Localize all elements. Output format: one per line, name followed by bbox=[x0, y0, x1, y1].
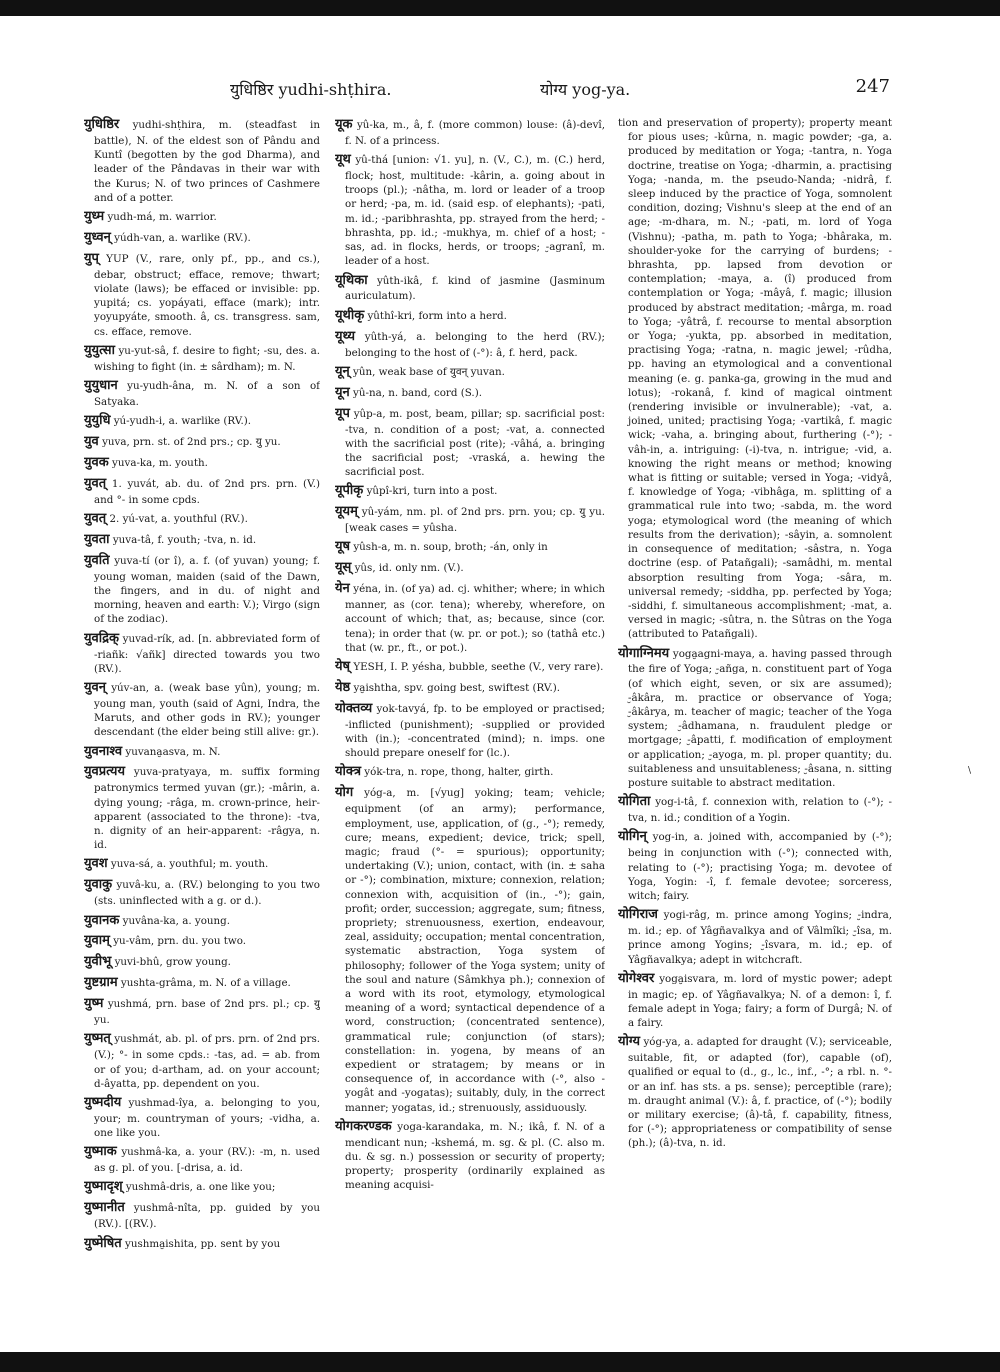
dictionary-entry bbox=[335, 580, 605, 655]
headword: योक्त्र bbox=[335, 764, 362, 780]
headword: यूपीकृ bbox=[335, 483, 364, 499]
headword: युवति bbox=[84, 552, 110, 568]
entry-text: yuva-tí (or î), a. f. (of yuvan) young; f. young woman, maiden (said of the Dawn, the fingers, and in du. of night and morning, heaven and earth: V.); Virgo (sign of the zodiac). bbox=[94, 554, 320, 626]
dictionary-entry bbox=[335, 482, 605, 500]
entry-text: yushmâ-ka, a. your (RV.): -m, n. used as g. pl. of you. [-drisa, a. id. bbox=[94, 1146, 320, 1175]
dictionary-entry bbox=[84, 763, 320, 852]
entry-text: yuva-ka, m. youth. bbox=[112, 456, 208, 469]
entry-text: yuvad-rík, ad. [n. abbreviated form of -riañk: √añk] directed towards you two (RV.). bbox=[94, 632, 320, 675]
headword: युष्मेषित bbox=[84, 1235, 122, 1251]
dictionary-entry bbox=[84, 953, 320, 971]
entry-text: yóg-ya, a. adapted for draught (V.); serviceable, suitable, fit, or adapted (for), capable (of), qualified or equal to (d., g., lc., inf., -°; a rbl. n. °- or an inf. has sts. a ps. sense); perceptible (rare); m. draught animal (V.): â, f. practice, of (-°); bodily or military exercise; (â)-tâ, f. capability, fitness, for (-°); appropriateness or compatibility of sense (ph.); (â)-tva, n. id. bbox=[628, 1036, 892, 1150]
entry-text: yûsh-a, m. n. soup, broth; -án, only in bbox=[353, 541, 548, 554]
entry-text: yuva-tâ, f. youth; -tva, n. id. bbox=[112, 533, 257, 546]
dictionary-entry bbox=[335, 405, 605, 480]
headword: युष्माक bbox=[84, 1144, 117, 1160]
headword: युवत् bbox=[84, 475, 107, 491]
dictionary-entry bbox=[84, 679, 320, 740]
page-header bbox=[100, 76, 890, 106]
dictionary-entry bbox=[335, 700, 605, 761]
headword: योगिराज bbox=[618, 907, 658, 923]
headword: युध्वन् bbox=[84, 229, 111, 245]
headword: युयुधि bbox=[84, 413, 111, 429]
entry-text: yóg-a, m. [√yug] yoking; team; vehicle; equipment (of an army); performance, employment, use, application, of (g., -°); remedy, cure; means, expedient; device, trick; spell, magic; fraud (°- = spurious); opportunity; undertaking (V.); union, contact, with (in. ± saha or -°); combination, mixture; connexion, relation; connexion with, acquisition of (in., -°); gain, profit; order, succession; aggregate, sum; fitness, propriety; strenuousness, exertion, endeavour, zeal, assiduity; occupation; mental concentration, systematic abstraction, Yoga system of philosophy; follower of the Yoga system; unity of the soul and nature (Sâmkhya ph.); connexion of a word with its root, etymology, etymological meaning of a word; syntactical dependence of a word, construction; (concentrated sentence), grammatical rule; conjunction (of stars); constellation: in. yogena, by means of an expedient or stratagem; by means or in consequence of, in accordance with (-°, also -yogât and -yogatas); suitably, duly, in the correct manner; yogatas, id.; strenuously, assiduously. bbox=[345, 787, 605, 1114]
headword: योगकरण्डक bbox=[335, 1118, 392, 1134]
entry-text: yuvi-bhû, grow young. bbox=[114, 956, 231, 969]
dictionary-entry bbox=[335, 1118, 605, 1193]
dictionary-entry bbox=[335, 538, 605, 556]
scan-top-border bbox=[0, 0, 1000, 16]
headword: युवाम् bbox=[84, 933, 110, 949]
headword: यून bbox=[335, 384, 350, 400]
dictionary-entry bbox=[335, 503, 605, 535]
headword: युष्टग्राम bbox=[84, 975, 118, 991]
entry-text: yushmá, prn. base of 2nd prs. pl.; cp. यु yu. bbox=[94, 998, 320, 1027]
headword: यूक bbox=[335, 117, 353, 132]
headword: युवक bbox=[84, 454, 109, 470]
headword: युव bbox=[84, 434, 99, 449]
entry-text: yu-yudh-âna, m. N. of a son of Satyaka. bbox=[94, 379, 320, 408]
headword: यूप bbox=[335, 405, 350, 421]
dictionary-entry bbox=[335, 784, 605, 1114]
entry-text: yû-na, n. band, cord (S.). bbox=[353, 386, 482, 399]
dictionary-entry bbox=[84, 475, 320, 507]
entry-text: YESH, I. P. yésha, bubble, seethe (V., very rare). bbox=[353, 661, 604, 674]
running-head-right: योग्य yog-ya. bbox=[540, 80, 631, 99]
dictionary-entry bbox=[84, 433, 320, 451]
dictionary-entry bbox=[84, 412, 320, 430]
dictionary-entry bbox=[335, 384, 605, 402]
headword: यूथ bbox=[335, 152, 351, 168]
entry-text: yudhi-shṭhira, m. (steadfast in battle), N. of the eldest son of Pându and Kuntî (begotten by the god Dharma), and leader of the Pândavas in their war with the Kurus; N. of two princes of Cashmere and of a potter. bbox=[94, 119, 320, 204]
entry-text: yushmát, ab. pl. of prs. prn. of 2nd prs. (V.); °- in some cpds.: -tas, ad. = ab. from or of you; d-artham, ad. on your account; d-âyatta, pp. dependent on you. bbox=[94, 1033, 320, 1090]
dictionary-entry bbox=[84, 229, 320, 247]
dictionary-entry bbox=[618, 645, 892, 791]
entry-text: yu-yut-sâ, f. desire to fight; -su, des. a. wishing to fight (in. ± sârdham); m. N. bbox=[94, 344, 320, 373]
headword: येष्ठ bbox=[335, 679, 351, 695]
headword: युवानक bbox=[84, 912, 120, 928]
entry-text: yû-yám, nm. pl. of 2nd prs. prn. you; cp. यु yu. [weak cases = yûsha. bbox=[345, 506, 605, 535]
entry-text: yogi-râg, m. prince among Yogins; -̮indra, m. id.; ep. of Yâgñavalkya and of Vâlmîki; -̮îsa, m. prince among Yogins; -̮îsvara, m. id.; ep. of Yâgñavalkya; adept in witchcraft. bbox=[628, 909, 892, 966]
entry-text: yû-ka, m., â, f. (more common) louse: (â)-devî, f. N. of a princess. bbox=[345, 119, 605, 147]
dictionary-entry bbox=[618, 793, 892, 825]
headword: युवाकु bbox=[84, 877, 113, 893]
headword: योगिता bbox=[618, 794, 651, 810]
dictionary-entry bbox=[335, 363, 605, 381]
headword: युवनाश्व bbox=[84, 743, 123, 759]
entry-text: yog-i-tâ, f. connexion with, relation to (-°); -tva, n. id.; condition of a Yogin. bbox=[628, 796, 892, 825]
dictionary-entry bbox=[84, 531, 320, 549]
dictionary-entry bbox=[84, 974, 320, 992]
dictionary-column-2 bbox=[335, 116, 605, 1338]
headword: युवत् bbox=[84, 511, 107, 527]
headword: युष्मादृश् bbox=[84, 1179, 123, 1195]
entry-text: yu-vâm, prn. du. you two. bbox=[113, 935, 247, 948]
dictionary-entry bbox=[335, 658, 605, 676]
dictionary-entry bbox=[335, 559, 605, 577]
entry-text: yushmad-îya, a. belonging to you, your; m. countryman of yours; -vidha, a. one like you. bbox=[94, 1096, 320, 1140]
dictionary-entry bbox=[618, 116, 892, 642]
entry-text: yoga̮agni-maya, a. having passed through the fire of Yoga; -̮añga, n. constituent part of Yoga (of which eight, seven, or six are assumed); -̮âkâra, m. practice or observance of Yoga; -̮âkârya, m. teacher of magic; teacher of the Yoga system; -̮âdhamana, n. fraudulent pledge or mortgage; -̮âpatti, f. modification of employment or application; -̮ayoga, m. pl. proper quantity; du. suitableness and unsuitableness; -̮âsana, n. sitting posture suitable to abstract meditation. bbox=[628, 647, 892, 790]
headword: यूथीकृ bbox=[335, 307, 365, 323]
headword: यूथिका bbox=[335, 272, 368, 288]
dictionary-entry bbox=[84, 377, 320, 409]
entry-text: yûth-ikâ, f. kind of jasmine (Jasminum auriculatum). bbox=[345, 274, 605, 303]
dictionary-entry bbox=[84, 342, 320, 374]
dictionary-entry bbox=[335, 679, 605, 697]
entry-text: yûn, weak base of युवन् yuvan. bbox=[353, 365, 505, 378]
dictionary-entry bbox=[84, 1094, 320, 1140]
headword: योग bbox=[335, 785, 354, 801]
headword: युष्म bbox=[84, 996, 104, 1012]
dictionary-entry bbox=[84, 1235, 320, 1253]
headword: योक्तव्य bbox=[335, 700, 373, 716]
dictionary-entry bbox=[335, 307, 605, 325]
headword: युवीभू bbox=[84, 954, 112, 970]
headword: युवद्रिक् bbox=[84, 630, 120, 646]
headword: युवता bbox=[84, 531, 110, 547]
headword: योग्य bbox=[618, 1034, 641, 1050]
entry-text: yûthî-kri, form into a herd. bbox=[367, 309, 507, 322]
entry-text: yuva-pratyaya, m. suffix forming patronymics termed yuvan (gr.); -mârin, a. dying young; -râga, m. crown-prince, heir-apparent (associated to the throne): -tva, n. dignity of an heir-apparent: -râgya, n. id. bbox=[94, 766, 320, 852]
dictionary-entry bbox=[335, 328, 605, 360]
headword: युध्म bbox=[84, 208, 105, 224]
dictionary-entry bbox=[84, 876, 320, 908]
dictionary-entry bbox=[84, 995, 320, 1027]
entry-text: yéna, in. (of ya) ad. cj. whither; where; in which manner, as (cor. tena); whereby, wherefore, on account of which; that, as; because, since (cor. tena); in order that (w. pr. or pot.); so (tathâ etc.) that (w. pr., ft., or pot.). bbox=[345, 583, 605, 654]
entry-text: yuvana̮asva, m. N. bbox=[125, 745, 221, 758]
entry-text: yuvâna-ka, a. young. bbox=[122, 914, 231, 927]
dictionary-entry bbox=[335, 151, 605, 268]
scan-bottom-border bbox=[0, 1352, 1000, 1372]
entry-text: 1. yuvát, ab. du. of 2nd prs. prn. (V.) and °- in some cpds. bbox=[94, 477, 320, 506]
entry-text: yushta-grâma, m. N. of a village. bbox=[120, 977, 291, 990]
entry-text: yúdh-van, a. warlike (RV.). bbox=[114, 231, 251, 244]
dictionary-entry bbox=[84, 116, 320, 205]
dictionary-entry bbox=[84, 208, 320, 226]
dictionary-entry bbox=[84, 743, 320, 761]
dictionary-entry bbox=[618, 906, 892, 967]
entry-text: yoga-karandaka, m. N.; ikâ, f. N. of a mendicant nun; -kshemá, m. sg. & pl. (C. also m. du. & sg. n.) possession or security of property; property; prosperity (ordinarily explained as meaning acquisi- bbox=[345, 1120, 605, 1192]
dictionary-entry bbox=[335, 116, 605, 148]
dictionary-entry bbox=[84, 912, 320, 930]
headword: योगाग्निमय bbox=[618, 645, 670, 661]
entry-text: yuva-sá, a. youthful; m. youth. bbox=[110, 858, 269, 871]
margin-mark: \ bbox=[968, 766, 972, 776]
dictionary-entry bbox=[84, 250, 320, 339]
running-head-left: युधिष्ठिर yudhi-shṭhira. bbox=[230, 80, 392, 99]
headword: युधिष्ठिर bbox=[84, 117, 120, 132]
headword: यून् bbox=[335, 363, 350, 379]
dictionary-entry bbox=[84, 1030, 320, 1091]
dictionary-entry bbox=[618, 970, 892, 1031]
dictionary-entry bbox=[84, 1143, 320, 1175]
headword: योगिन् bbox=[618, 829, 647, 845]
dictionary-entry bbox=[84, 552, 320, 627]
dictionary-entry bbox=[84, 1199, 320, 1231]
entry-text: yok-tavyá, fp. to be employed or practised; -inflicted (punishment); -supplied or provided with (in.); -concentrated (mind); n. imps. one should prepare oneself for (lc.). bbox=[345, 702, 605, 760]
dictionary-entry bbox=[84, 510, 320, 528]
dictionary-entry bbox=[618, 1033, 892, 1150]
dictionary-entry bbox=[84, 932, 320, 950]
headword: यूष bbox=[335, 539, 351, 555]
headword: युष्मत् bbox=[84, 1031, 111, 1047]
dictionary-entry bbox=[84, 630, 320, 676]
headword: येन bbox=[335, 581, 350, 597]
entry-text: yuva, prn. st. of 2nd prs.; cp. यु yu. bbox=[102, 436, 281, 448]
headword: युष्मदीय bbox=[84, 1094, 122, 1110]
entry-text: yû-thá [union: √1. yu], n. (V., C.), m. (C.) herd, flock; host, multitude: -kârin, a. going about in troops (pl.); -nâtha, m. lord or leader of a troop or herd; -pa, m. id. (said esp. of elephants); -pati, m. id.; -paribhrashta, pp. strayed from the herd; -bhrashta, pp. id.; -mukhya, m. chief of a host; -sas, ad. in flocks, herds, or troops; -̮agranî, m. leader of a host. bbox=[345, 154, 605, 268]
dictionary-column-1 bbox=[84, 116, 320, 1338]
entry-text: tion and preservation of property); property meant for pious uses; -kûrna, n. magic powder; -ga, a. produced by meditation or Yoga; -tantra, n. Yoga doctrine, treatise on Yoga; -dharmin, a. practising Yoga; -nanda, m. the pseudo-Nanda; -nidrâ, f. sleep induced by the practice of Yoga, somnolent condition, dozing; Vishnu's sleep at the end of an age; -m-dhara, m. N.; -pati, m. lord of Yoga (Vishnu); -patha, m. path to Yoga; -bhâraka, m. shoulder-yoke for the carrying of burdens; -bhrashta, pp. lapsed from devotion or contemplation; -maya, a. (î) produced from contemplation or Yoga; -mâyâ, f. magic; illusion produced by abstract meditation; -mârga, m. road to Yoga; -yâtrâ, f. recourse to mental absorption or Yoga; -yukta, pp. absorbed in meditation, practising Yoga; -ratna, n. magic jewel; -rûdha, pp. having an etymological and a conventional meaning (e. g. panka-ga, growing in the mud and lotus); -rokanâ, f. kind of magical ointment (rendering invisible or invulnerable); -vat, a. joined, united; practising Yoga; -vartikâ, f. magic wick; -vaha, a. bringing about, furthering (-°); -vâh-in, a. intriguing: (-i)-tva, n. intrigue; -vid, a. knowing the right means or method; knowing what is fitting or suitable; versed in Yoga; -vidyâ, f. knowledge of Yoga; -vibhâga, m. splitting of a grammatical rule into two; -sabda, m. the word yoga; etymological word (the meaning of which results from the derivation); -sâyin, a. somnolent in consequence of meditation; -sâstra, n. Yoga doctrine (esp. of Patañgali); -samâdhi, m. mental absorption resulting from Yoga; -sâra, m. universal remedy; -siddha, pp. perfected by Yoga; -siddhi, f. simultaneous accomplishment; -mat, a. versed in magic; -sûtra, n. the Sûtras on the Yoga (attributed to Patañgali). bbox=[618, 117, 892, 641]
entry-text: yú-yudh-i, a. warlike (RV.). bbox=[113, 415, 252, 428]
headword: यूथ्य bbox=[335, 328, 356, 344]
headword: युवप्रत्यय bbox=[84, 764, 126, 780]
entry-text: yoga̮isvara, m. lord of mystic power; adept in magic; ep. of Yâgñavalkya; N. of a demon: î, f. female adept in Yoga; fairy; a form of Durgâ; N. of a fairy. bbox=[628, 972, 892, 1030]
headword: युवश bbox=[84, 856, 108, 872]
dictionary-entry bbox=[84, 855, 320, 873]
headword: युप् bbox=[84, 250, 99, 266]
headword: युष्मानीत bbox=[84, 1200, 125, 1216]
entry-text: yûpî-kri, turn into a post. bbox=[366, 485, 498, 498]
dictionary-entry bbox=[84, 1178, 320, 1196]
entry-text: yûp-a, m. post, beam, pillar; sp. sacrificial post: -tva, n. condition of a post; -vat, a. connected with the sacrificial post (rite); -vâhá, a. bringing the sacrificial post; -vraská, a. hewing the sacrificial post. bbox=[345, 407, 605, 479]
entry-text: yók-tra, n. rope, thong, halter, girth. bbox=[364, 766, 554, 779]
entry-text: yog-in, a. joined with, accompanied by (-°); being in conjunction with (-°); connected with, relating to (-°); practising Yoga; m. devotee of Yoga, Yogin: -î, f. female devotee; sorceress, witch; fairy. bbox=[628, 831, 892, 902]
entry-text: yushma̮ishita, pp. sent by you bbox=[125, 1237, 281, 1250]
entry-text: yuvâ-ku, a. (RV.) belonging to you two (sts. uninflected with a g. or d.). bbox=[94, 879, 320, 908]
headword: यूस् bbox=[335, 560, 352, 576]
entry-text: yûth-yá, a. belonging to the herd (RV.); belonging to the host of (-°): â, f. herd, pack. bbox=[345, 330, 605, 359]
dictionary-column-3 bbox=[618, 116, 892, 1338]
entry-text: yushmâ-dris, a. one like you; bbox=[125, 1181, 276, 1194]
dictionary-entry bbox=[335, 272, 605, 304]
entry-text: yúv-an, a. (weak base yûn), young; m. young man, youth (said of Agni, Indra, the Maruts, and other gods in RV.); younger descendant (the elder being still alive: gr.). bbox=[94, 681, 320, 739]
entry-text: YUP (V., rare, only pf., pp., and cs.), debar, obstruct; efface, remove; thwart; violate (laws); be effaced or invisible: pp. yupitá; cs. yopáyati, efface (mark); intr. yoyupyáte, smooth. â, cs. transgress. sam, cs. efface, remove. bbox=[94, 252, 320, 338]
entry-text: ya̮ishtha, spv. going best, swiftest (RV.). bbox=[353, 681, 561, 694]
headword: येष् bbox=[335, 659, 351, 675]
entry-text: 2. yú-vat, a. youthful (RV.). bbox=[109, 513, 248, 526]
headword: योगेश्वर bbox=[618, 970, 655, 986]
dictionary-entry bbox=[84, 454, 320, 472]
entry-text: yûs, id. only nm. (V.). bbox=[354, 562, 464, 575]
entry-text: yushmâ-nîta, pp. guided by you (RV.). [(RV.). bbox=[94, 1202, 320, 1231]
dictionary-entry bbox=[618, 828, 892, 903]
entry-text: yudh-má, m. warrior. bbox=[107, 210, 217, 223]
headword: यूयम् bbox=[335, 504, 358, 520]
dictionary-entry bbox=[335, 763, 605, 781]
headword: युयुत्सा bbox=[84, 342, 115, 358]
headword: युवन् bbox=[84, 679, 106, 695]
page-number: 247 bbox=[855, 76, 890, 97]
headword: युयुधान bbox=[84, 377, 118, 393]
